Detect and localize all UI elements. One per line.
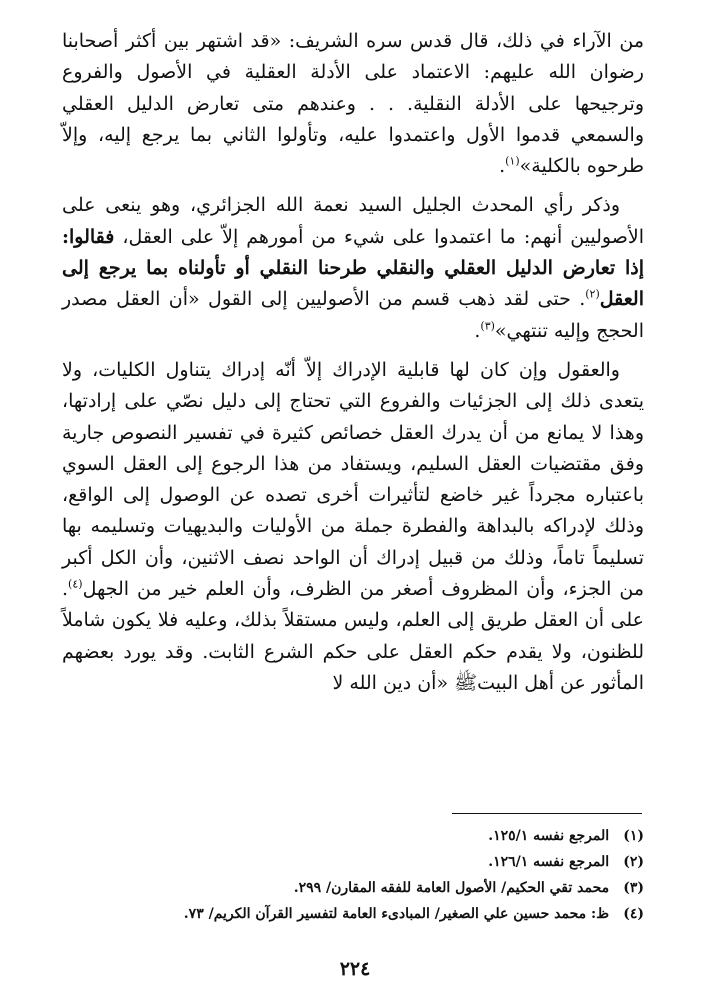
footnote-number: (٤) (623, 906, 644, 922)
text-run: وذكر رأي المحدث الجليل السيد نعمة الله الجزائري، وهو ينعى على الأصوليين أنهم: ما اعتمدوا على شيء من أمورهم إلاّ على العقل، (62, 194, 644, 248)
footnote-text: محمد تقي الحكيم/ الأصول العامة للفقه المقارن/ ٢٩٩. (293, 880, 610, 896)
footnote-ref: (٤) (68, 577, 83, 591)
paragraph (62, 355, 644, 699)
text-run: . (474, 319, 481, 342)
text-run: من الآراء في ذلك، قال قدس سره الشريف: «قد اشتهر بين أكثر أصحابنا رضوان الله عليهم: الاعتماد على الأدلة العقلية في الأصول والفروع وترجيحها على الأدلة النقلية. . . وعندهم متى تعارض الدليل العقلي والسمعي قدموا الأول واعتمدوا عليه، وتأولوا الثاني بما يرجع إليه، وإلاّ طرحوه بالكلية» (62, 30, 644, 178)
footnote-text: ظ: محمد حسين علي الصغير/ المبادىء العامة لتفسير القرآن الكريم/ ٧٣. (183, 906, 610, 922)
main-text (62, 26, 644, 699)
text-run: والعقول وإن كان لها قابلية الإدراك إلاّ أنّه إدراك يتناول الكليات، ولا يتعدى ذلك إلى الجزئيات والفروع التي تحتاج إلى دليل نصّي على إرادتها، وهذا لا يمانع من أن يدرك العقل خصائص كثيرة في تفسير النصوص جارية وفق مقتضيات العقل السليم، ويستفاد من هذا الرجوع إلى العقل السوي باعتباره مجرداً غير خاضع لتأثيرات أخرى تصده عن الوصول إلى الواقع، وذلك لإدراكه بالبداهة والفطرة جملة من الأوليات والبديهيات وتسليمه بها تسليماً تاماً، وذلك من قبيل إدراك أن الواحد نصف الاثنين، وأن الكل أكبر من الجزء، وأن المظروف أصغر من الظرف، وأن العلم خير من الجهل (62, 358, 644, 601)
footnote-item (62, 849, 644, 875)
footnote-number: (٣) (623, 880, 644, 896)
text-run: . حتى لقد ذهب قسم من الأصوليين إلى القول «أن العقل مصدر الحجج وإليه تنتهي» (62, 288, 644, 342)
footnote-separator (452, 813, 642, 814)
paragraph (62, 190, 644, 346)
footnote-ref: (٢) (585, 288, 600, 302)
footnote-item (62, 901, 644, 927)
text-run: . على أن العقل طريق إلى العلم، وليس مستقلاً بذلك، وعليه فلا يكون شاملاً للظنون، ولا يقدم حكم العقل على حكم الشرع الثابت. وقد يورد بعضهم المأثور عن أهل البيتﷺ «أن دين الله لا (62, 578, 644, 694)
footnote-item (62, 823, 644, 849)
emphasized-text: فقالوا: إذا تعارض الدليل العقلي والنقلي طرحنا النقلي أو تأولناه بما يرجع إلى العقل (62, 225, 644, 311)
text-run: . (499, 155, 506, 178)
footnote-item (62, 875, 644, 901)
page-number: ٢٢٤ (339, 958, 371, 980)
footnote-number: (٢) (623, 854, 644, 870)
footnotes (62, 823, 644, 927)
footnote-text: المرجع نفسه ١٢٦/١. (488, 854, 610, 870)
footnote-ref: (٣) (480, 319, 495, 333)
paragraph (62, 26, 644, 182)
footnote-text: المرجع نفسه ١٢٥/١. (488, 828, 610, 844)
footnote-ref: (١) (505, 154, 520, 168)
footnote-number: (١) (623, 828, 644, 844)
